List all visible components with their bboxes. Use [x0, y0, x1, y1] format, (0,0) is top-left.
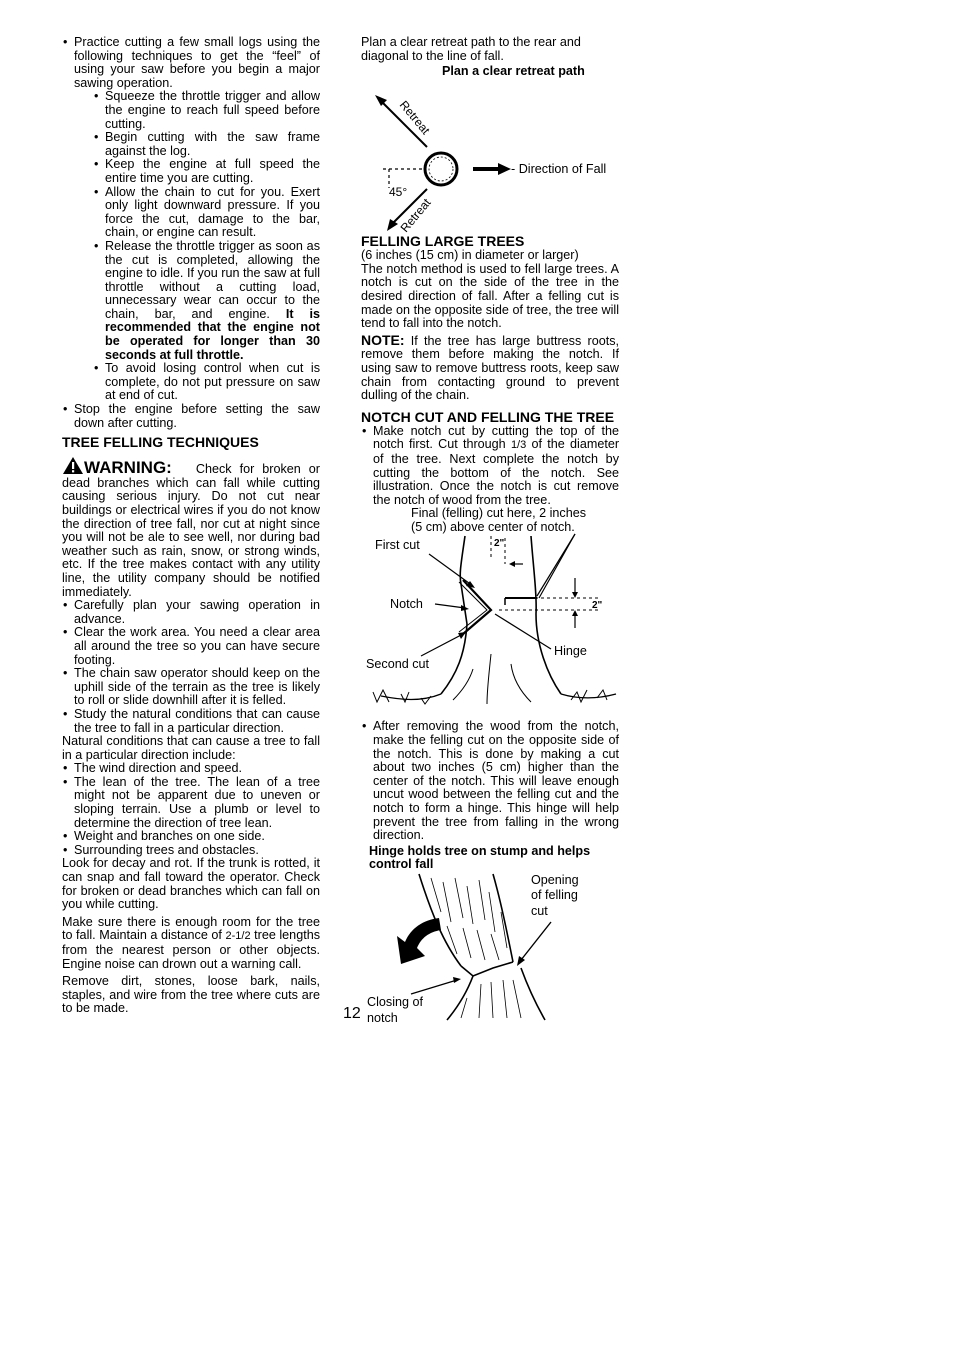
- tree-stump-circle: [425, 153, 457, 185]
- direction-of-fall-label: - Direction of Fall: [511, 162, 607, 177]
- list-item: • Weight and branches on one side.: [62, 830, 320, 844]
- practice-sublist: [93, 90, 320, 403]
- list-item: • Begin cutting with the saw frame against the log.: [93, 131, 320, 158]
- section-heading-large-trees: FELLING LARGE TREES: [361, 233, 525, 250]
- decay-paragraph: Look for decay and rot. If the trunk is rotted, it can snap and fall toward the operator. Check for broken or dead branches which can fall on you while cutting.: [62, 856, 320, 912]
- retreat-intro: Plan a clear retreat path to the rear and diagonal to the line of fall.: [361, 35, 581, 63]
- retreat-label-upper: Retreat: [396, 98, 433, 138]
- list-item: • Allow the chain to cut for you. Exert only light downward pressure. If you force the cut, damage to the bar, chain, or engine can result.: [93, 186, 320, 240]
- notch-fig-caption: Final (felling) cut here, 2 inches (5 cm) above center of notch.: [411, 506, 586, 534]
- retreat-path-diagram: [361, 63, 619, 236]
- notch-cut-diagram: [361, 534, 619, 716]
- felling-list: [62, 599, 320, 735]
- page-number: 12: [343, 1005, 361, 1022]
- list-item: • Clear the work area. You need a clear area all around the tree so you can have secure footing.: [62, 626, 320, 667]
- fall-direction-arrow: [397, 918, 441, 964]
- warning-paragraph: [62, 456, 320, 599]
- opening-label-3: cut: [531, 904, 548, 918]
- after-list: [361, 720, 619, 842]
- natural-list: [62, 762, 320, 857]
- list-item: • Release the throttle trigger as soon as the cut is completed, allowing the engine to idle. If you run the saw at full throttle without a cutting load, unnecessary wear can occur to the chain, bar, and engine. It is recommended that the engine not be operated for longer than 30 seconds at full throttle.: [93, 240, 320, 362]
- second-cut-label: Second cut: [366, 657, 430, 672]
- list-item: • The chain saw operator should keep on the uphill side of the terrain as the tree is likely to roll or slide downhill after it is felled.: [62, 667, 320, 708]
- opening-label-1: Opening: [531, 873, 579, 887]
- hinge-diagram: [361, 872, 619, 1025]
- warning-icon: [62, 456, 84, 475]
- list-item: • The wind direction and speed.: [62, 762, 320, 776]
- warning-text: Check for broken or dead branches which can fall while cutting causing serious injury. Do not cut near buildings or electrical wires if you do not know the direction of tree fall, nor cut at night since you will not be ale to see well, nor during bad weather such as rain, snow, or strong winds, etc. If the tree makes contact with any utility line, the utility company should be notified immediately.: [62, 462, 320, 599]
- list-item: • The lean of the tree. The lean of a tree might not be apparent due to uneven or sloping terrain. Use a plumb or level to determine the direction of tree lean.: [62, 776, 320, 830]
- closing-label-2: notch: [367, 1011, 398, 1025]
- list-item: • Stop the engine before setting the saw down after cutting.: [62, 403, 320, 430]
- angle-label: 45°: [389, 185, 408, 200]
- right-column: [361, 35, 620, 1025]
- closing-label-1: Closing of: [367, 995, 424, 1009]
- note-paragraph: NOTE: If the tree has large buttress roots, remove them before making the notch. If using saw to remove buttress roots, keep saw chain from contacting ground to prevent dulling of the chain.: [361, 331, 619, 403]
- notch-list: [361, 425, 619, 508]
- list-item: • Make notch cut by cutting the top of the notch first. Cut through 1/3 of the diameter of the tree. Next complete the notch by cutting the bottom of the notch. See illustration. Once the notch is cut remove the notch of wood from the tree.: [361, 425, 619, 508]
- hinge-caption: Hinge holds tree on stump and helps control fall: [369, 843, 591, 872]
- list-item: • Study the natural conditions that can cause the tree to fall in a particular direction.: [62, 708, 320, 735]
- room-paragraph: Make sure there is enough room for the tree to fall. Maintain a distance of 2-1/2 tree lengths from the nearest person or other objects. Engine noise can drown out a warning call.: [62, 914, 320, 971]
- list-item: • After removing the wood from the notch, make the felling cut on the opposite side of the notch. This is done by making a cut about two inches (5 cm) higher than the center of the notch. This will leave enough uncut wood between the felling cut and the notch to form a hinge. This hinge will help prevent the tree from falling in the wrong direction.: [361, 720, 619, 842]
- left-column: [62, 36, 320, 1016]
- list-item: • Keep the engine at full speed the entire time you are cutting.: [93, 158, 320, 185]
- list-item: • To avoid losing control when cut is complete, do not put pressure on saw at end of cut.: [93, 362, 320, 403]
- retreat-label-lower: Retreat: [397, 195, 434, 236]
- retreat-diagram-title: Plan a clear retreat path: [442, 64, 585, 79]
- list-item: • Carefully plan your sawing operation in advance.: [62, 599, 320, 626]
- dimension-right: 2": [592, 600, 603, 612]
- remove-paragraph: Remove dirt, stones, loose bark, nails, staples, and wire from the tree where cuts are to be made.: [62, 974, 320, 1016]
- first-cut-label: First cut: [375, 538, 420, 553]
- section-heading-notch: NOTCH CUT AND FELLING THE TREE: [361, 408, 615, 425]
- notch-label: Notch: [390, 597, 423, 612]
- dimension-top: 2": [494, 538, 505, 550]
- natural-intro: Natural conditions that can cause a tree to fall in a particular direction include:: [62, 734, 320, 762]
- large-trees-size: (6 inches (15 cm) in diameter or larger): [361, 248, 579, 263]
- practice-intro: • Practice cutting a few small logs using the following techniques to get the “feel” of using your saw before you begin a major sawing operation. • Squeeze the throttle trigger and allow the engine to reach full speed before cutting. • Begin cutting with the saw frame against the log. • Keep the engine at full speed the entire time you are cutting. • Allow the chain to cut for you. Exert only light downward pressure. If you force the cut, damage to the bar, chain, or engine can result. • Release the throttle trigger as soon as the cut is completed, allowing the engine to idle. If you run the saw at full throttle without a cutting load, unnecessary wear can occur to the chain, bar, and engine. It is recommended that the engine not be operated for longer than 30 seconds at full throttle. • To avoid losing control when cut is complete, do not put pressure on saw at end of cut.: [62, 36, 320, 403]
- section-heading-tree-felling: TREE FELLING TECHNIQUES: [62, 434, 259, 451]
- warning-label: WARNING:: [84, 458, 172, 478]
- practice-list: [62, 36, 320, 430]
- list-item: • Surrounding trees and obstacles.: [62, 844, 320, 858]
- hinge-label: Hinge: [554, 644, 587, 659]
- list-item: • Squeeze the throttle trigger and allow the engine to reach full speed before cutting.: [93, 90, 320, 131]
- large-trees-body: The notch method is used to fell large trees. A notch is cut on the side of the tree in the desired direction of fall. After a felling cut is made on the opposite side of tree, the tree will tend to fall into the notch.: [361, 261, 619, 331]
- opening-label-2: of felling: [531, 888, 578, 902]
